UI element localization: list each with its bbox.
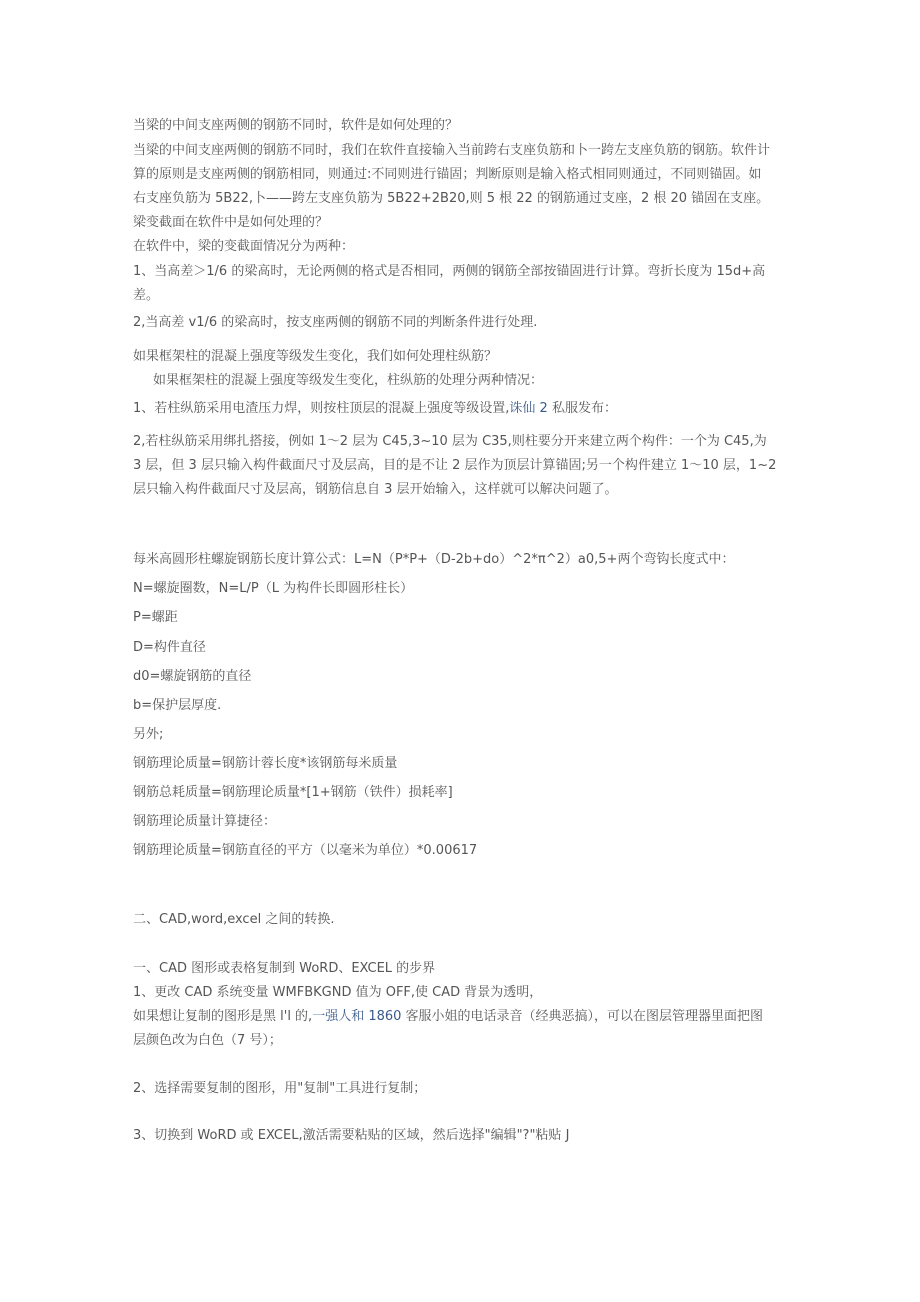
subsection-heading: 一、CAD 图形或表格复制到 WoRD、EXCEL 的步界 [133, 961, 436, 976]
definition-line: N=螺旋圈数，N=L/P（L 为构件长即圆形柱长） [133, 581, 414, 596]
question-heading-2: 梁变截面在软件中是如何处理的？ [133, 215, 329, 230]
step-text: 客服小姐的电话录音（经典恶搞），可以在图层管理器里面把图 [401, 1009, 764, 1024]
step-text: 如果想让复制的图形是黑 l'l 的, [133, 1009, 313, 1024]
formula-line: 钢筋理论质量=钢筋直径的平方（以毫米为单位）*0.00617 [133, 843, 478, 858]
formula-line: 钢筋理论质量=钢筋计蓉长度*该钢筋每米质量 [133, 756, 398, 771]
question-heading-1: 当梁的中间支座两侧的钢筋不同时，软件是如何处理的？ [133, 118, 459, 133]
paragraph-line: 右支座负筋为 5B22,卜——跨左支座负筋为 5B22+2B20,则 5 根 22 的钢筋通过支座，2 根 20 锚固在支座。 [133, 191, 770, 206]
list-item-continuation: 层只输入构件截面尺寸及层高，钢筋信息自 3 层开始输入，这样就可以解决问题了。 [133, 482, 618, 497]
definition-line: b=保护层厚度. [133, 698, 222, 713]
list-item: 2,若柱纵筋采用绑扎搭接，例如 1〜2 层为 C45,3~10 层为 C35,则柱要分开来建立两个构件：一个为 C45,为 [133, 434, 767, 449]
step-item-continuation [133, 1008, 793, 1026]
section-heading: 二、CAD,word,excel 之间的转换. [133, 912, 335, 927]
paragraph-line: 如果框架柱的混凝上强度等级发生变化，柱纵筋的处理分两种情况： [153, 373, 544, 388]
step-item-continuation: 层颜色改为白色（7 号）； [133, 1033, 282, 1048]
list-item [133, 400, 793, 418]
question-heading-3: 如果框架柱的混凝上强度等级发生变化，我们如何处理柱纵筋？ [133, 349, 498, 364]
formula-line: 钢筋理论质量计算捷径： [133, 814, 277, 829]
inline-link[interactable]: 一强人和 1860 [312, 1009, 402, 1024]
list-item: 1、当高差＞1/6 的梁高时，无论两侧的格式是否相同，两侧的钢筋全部按锚固进行计算。弯折长度为 15d+高 [133, 264, 766, 279]
list-item-text: 私服发布： [547, 401, 617, 416]
step-item: 2、选择需要复制的图形，用"复制"工具进行复制； [133, 1081, 427, 1096]
definition-line: D=构件直径 [133, 640, 206, 655]
list-item: 2,当高差 v1/6 的梁高时，按支座两侧的钢筋不同的判断条件进行处理. [133, 315, 538, 330]
formula-line: 钢筋总耗质量=钢筋理论质量*[1+钢筋（铁件）损耗率] [133, 785, 453, 800]
definition-line: d0=螺旋钢筋的直径 [133, 669, 252, 684]
paragraph-line: 算的原则是支座两侧的钢筋相同，则通过:不同则进行锚固；判断原则是输入格式相同则通过，不同则锚固。如 [133, 167, 762, 182]
list-item-continuation: 3 层，但 3 层只输入构件截面尺寸及层高，目的是不让 2 层作为顶层计算锚固;另一个构件建立 1〜10 层，1~2 [133, 458, 777, 473]
step-item: 3、切换到 WoRD 或 EXCEL,激活需要粘贴的区域，然后选择"编辑"?"粘贴 J [133, 1128, 570, 1143]
paragraph-line: 在软件中，梁的变截面情况分为两种： [133, 239, 355, 254]
formula-line: 每米高圆形柱螺旋钢筋长度计算公式：L=N（P*P+（D-2b+do）^2*π^2）a0,5+两个弯钩长度式中： [133, 552, 735, 567]
list-item-continuation: 差。 [133, 288, 160, 303]
list-item-text: 1、若柱纵筋采用电渣压力焊，则按柱顶层的混凝上强度等级设置, [133, 401, 510, 416]
definition-line: P=螺距 [133, 610, 178, 625]
paragraph-line: 当梁的中间支座两侧的钢筋不同时，我们在软件直接输入当前跨右支座负筋和卜一跨左支座负筋的钢筋。软件计 [133, 143, 771, 158]
paragraph-line: 另外; [133, 727, 164, 742]
inline-link[interactable]: 诛仙 2 [509, 401, 548, 416]
step-item: 1、更改 CAD 系统变量 WMFBKGND 值为 OFF,使 CAD 背景为透明， [133, 985, 543, 1000]
